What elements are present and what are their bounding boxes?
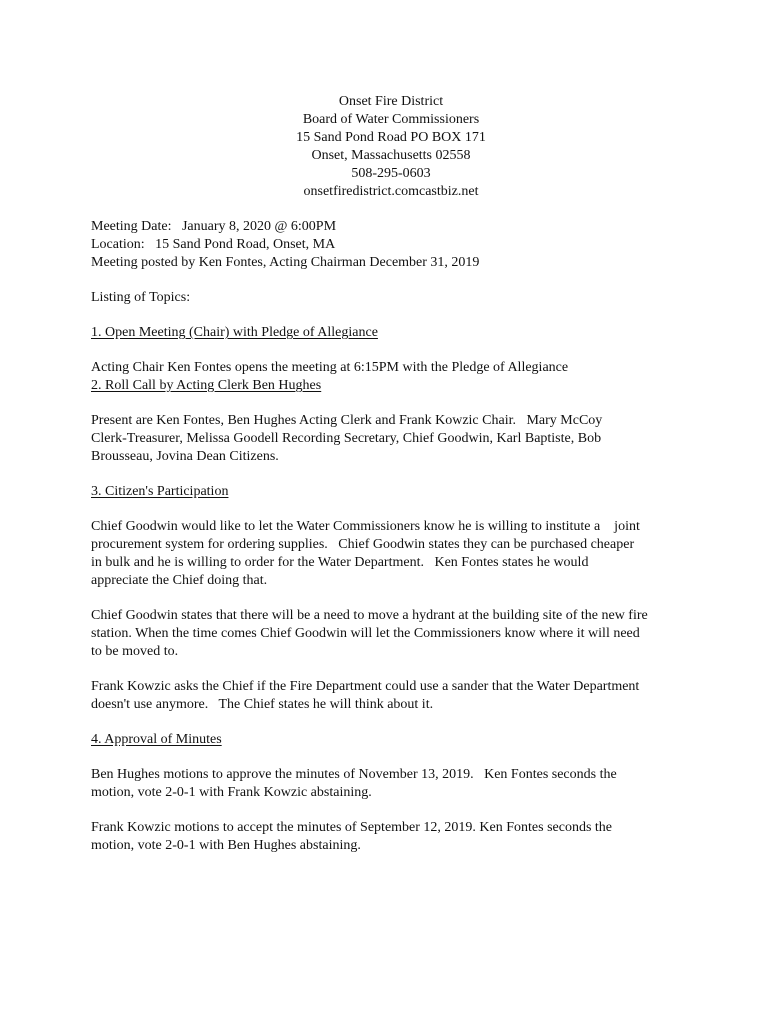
- paragraph-line: Chief Goodwin states that there will be a need to move a hydrant at the building site of the new fire: [91, 608, 648, 623]
- roll-call-paragraph: [91, 412, 691, 466]
- open-meeting-text: Acting Chair Ken Fontes opens the meeting at 6:15PM with the Pledge of Allegiance: [91, 360, 569, 375]
- board-name: Board of Water Commissioners: [302, 112, 480, 127]
- section-heading-open-meeting: 1. Open Meeting (Chair) with Pledge of Allegiance: [91, 325, 378, 340]
- paragraph-line: appreciate the Chief doing that.: [91, 573, 268, 588]
- minutes-paragraph-september: [91, 819, 691, 855]
- meeting-date: Meeting Date: January 8, 2020 @ 6:00PM: [91, 219, 337, 234]
- paragraph-line: Frank Kowzic asks the Chief if the Fire Department could use a sander that the Water Department: [91, 679, 640, 694]
- document-page: [91, 93, 691, 855]
- section-heading-roll-call: 2. Roll Call by Acting Clerk Ben Hughes: [91, 378, 322, 393]
- paragraph-line: procurement system for ordering supplies. Chief Goodwin states they can be purchased cheaper: [91, 537, 635, 552]
- meeting-posted: Meeting posted by Ken Fontes, Acting Chairman December 31, 2019: [91, 255, 480, 270]
- topics-label: Listing of Topics:: [91, 290, 191, 305]
- paragraph-line: Clerk-Treasurer, Melissa Goodell Recording Secretary, Chief Goodwin, Karl Baptiste, Bob: [91, 431, 602, 446]
- paragraph-line: Ben Hughes motions to approve the minutes of November 13, 2019. Ken Fontes seconds the: [91, 767, 617, 782]
- paragraph-line: Brousseau, Jovina Dean Citizens.: [91, 449, 279, 464]
- minutes-paragraph-november: [91, 766, 691, 802]
- paragraph-line: in bulk and he is willing to order for the Water Department. Ken Fontes states he would: [91, 555, 589, 570]
- citizens-paragraph-sander: [91, 678, 691, 714]
- paragraph-line: station. When the time comes Chief Goodwin will let the Commissioners know where it will need: [91, 626, 640, 641]
- section-heading-citizens-participation: 3. Citizen's Participation: [91, 484, 229, 499]
- paragraph-line: Present are Ken Fontes, Ben Hughes Acting Clerk and Frank Kowzic Chair. Mary McCoy: [91, 413, 603, 428]
- citizens-paragraph-hydrant: [91, 607, 691, 661]
- paragraph-line: Chief Goodwin would like to let the Water Commissioners know he is willing to institute a joint: [91, 519, 640, 534]
- address-city: Onset, Massachusetts 02558: [311, 148, 471, 163]
- paragraph-line: Frank Kowzic motions to accept the minutes of September 12, 2019. Ken Fontes seconds the: [91, 820, 613, 835]
- address-street: 15 Sand Pond Road PO BOX 171: [296, 130, 486, 145]
- paragraph-line: to be moved to.: [91, 644, 179, 659]
- meeting-location: Location: 15 Sand Pond Road, Onset, MA: [91, 237, 336, 252]
- paragraph-line: doesn't use anymore. The Chief states he will think about it.: [91, 697, 434, 712]
- paragraph-line: motion, vote 2-0-1 with Ben Hughes abstaining.: [91, 838, 361, 853]
- phone-number: 508-295-0603: [351, 166, 431, 181]
- letterhead: [78, 93, 704, 201]
- website: onsetfiredistrict.comcastbiz.net: [303, 184, 479, 199]
- paragraph-line: motion, vote 2-0-1 with Frank Kowzic abstaining.: [91, 785, 372, 800]
- section-heading-approval-of-minutes: 4. Approval of Minutes: [91, 732, 222, 747]
- meeting-info: [91, 218, 691, 272]
- citizens-paragraph-procurement: [91, 518, 691, 590]
- org-name: Onset Fire District: [338, 94, 444, 109]
